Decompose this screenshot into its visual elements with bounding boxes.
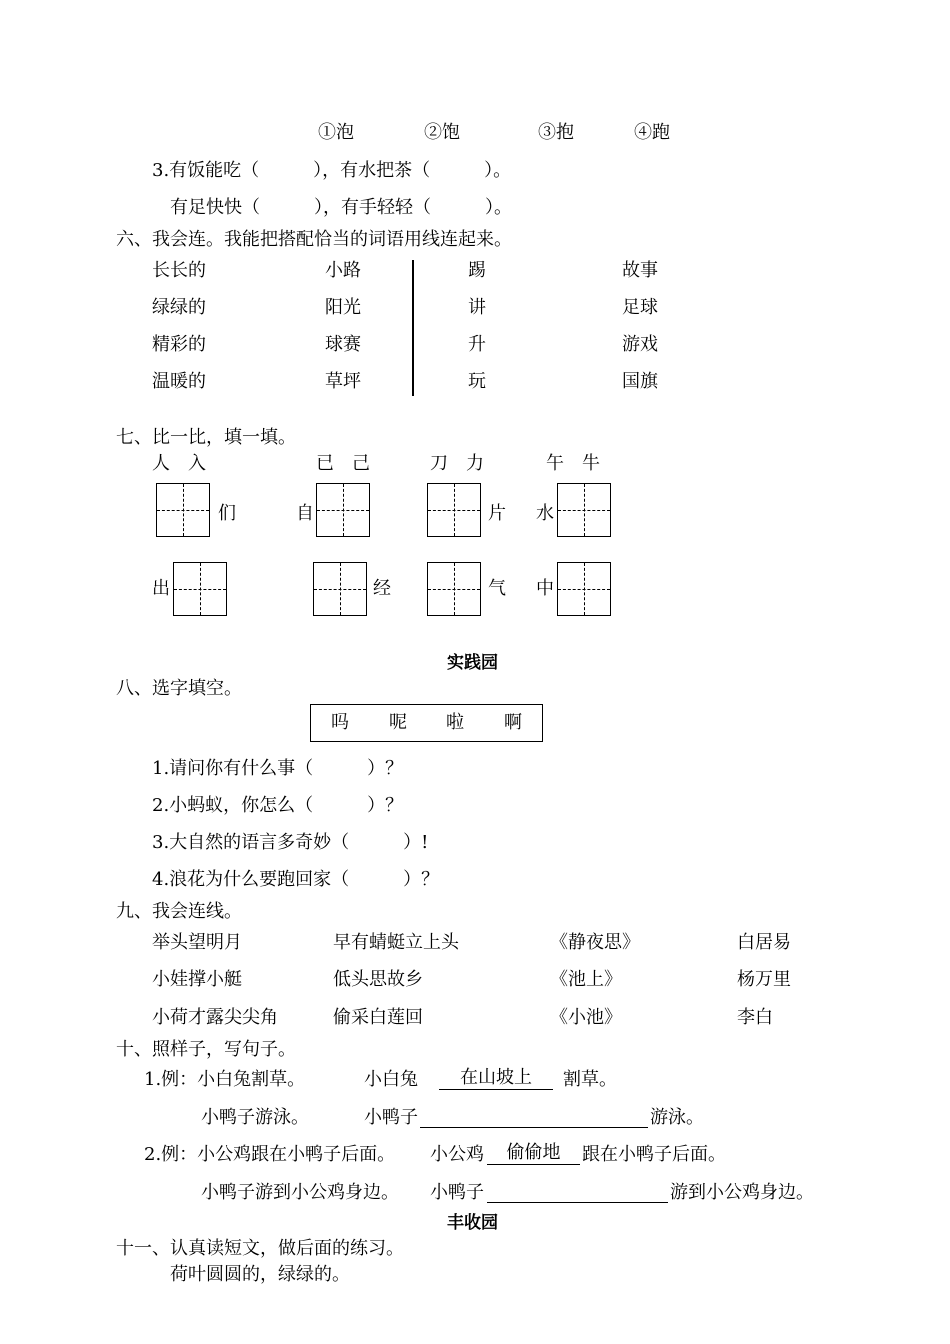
s6-col3-item: 讲 <box>468 297 486 318</box>
poem-title: 《小池》 <box>550 1007 622 1028</box>
fill-question: 2.小蚂蚁，你怎么（ ）？ <box>152 795 404 816</box>
fill-question: 1.请问你有什么事（ ）？ <box>152 758 404 779</box>
harvest-section-title: 丰收园 <box>447 1213 498 1233</box>
s6-col1-item: 长长的 <box>152 260 206 281</box>
box-prefix-char: 中 <box>536 578 554 599</box>
section-11-heading: 十一、认真读短文，做后面的练习。 <box>116 1238 404 1259</box>
box-suffix-char: 片 <box>488 503 506 524</box>
exercise-1-end: 游泳。 <box>650 1107 704 1128</box>
section-8-heading: 八、选字填空。 <box>116 678 242 699</box>
example-1-subject: 小白兔 <box>364 1069 418 1090</box>
poem-title: 《静夜思》 <box>550 932 640 953</box>
box-prefix-char: 自 <box>296 503 314 524</box>
char-pair: 人 入 <box>152 453 206 474</box>
practice-section-title: 实践园 <box>447 653 498 673</box>
tianzi-box[interactable] <box>173 562 227 616</box>
exercise-2-subject: 小鸭子 <box>430 1182 484 1203</box>
box-prefix-char: 出 <box>152 578 170 599</box>
s6-col3-item: 踢 <box>468 260 486 281</box>
s6-col4-item: 国旗 <box>622 371 658 392</box>
s6-col2-item: 小路 <box>325 260 361 281</box>
poem-line: 小荷才露尖尖角 <box>152 1007 278 1028</box>
s6-col4-item: 游戏 <box>622 334 658 355</box>
example-2-fill: 偷偷地 <box>487 1142 580 1165</box>
option-4: ④跑 <box>634 122 670 143</box>
section-6-heading: 六、我会连。我能把搭配恰当的词语用线连起来。 <box>116 229 512 250</box>
s6-col3-item: 升 <box>468 334 486 355</box>
question-3b: 有足快快（ ），有手轻轻（ ）。 <box>170 197 512 218</box>
poet-name: 杨万里 <box>737 969 791 990</box>
exercise-2-label: 小鸭子游到小公鸡身边。 <box>201 1182 399 1203</box>
word-choice: 呢 <box>389 712 407 733</box>
box-suffix-char: 经 <box>373 578 391 599</box>
s6-col2-item: 球赛 <box>325 334 361 355</box>
char-pair: 午 牛 <box>546 453 600 474</box>
section-10-heading: 十、照样子，写句子。 <box>116 1039 296 1060</box>
s6-col2-item: 草坪 <box>325 371 361 392</box>
option-3: ③抱 <box>538 122 574 143</box>
box-prefix-char: 水 <box>536 503 554 524</box>
tianzi-box[interactable] <box>557 483 611 537</box>
section-9-heading: 九、我会连线。 <box>116 901 242 922</box>
poem-line: 小娃撑小艇 <box>152 969 242 990</box>
exercise-1-blank[interactable] <box>420 1105 648 1128</box>
box-suffix-char: 们 <box>218 503 236 524</box>
exercise-1-label: 小鸭子游泳。 <box>201 1107 309 1128</box>
s6-col1-item: 绿绿的 <box>152 297 206 318</box>
exercise-1-subject: 小鸭子 <box>364 1107 418 1128</box>
tianzi-box[interactable] <box>156 483 210 537</box>
poem-line: 低头思故乡 <box>333 969 423 990</box>
poem-line: 偷采白莲回 <box>333 1007 423 1028</box>
exercise-2-blank[interactable] <box>487 1180 668 1203</box>
char-pair: 已 己 <box>316 453 370 474</box>
example-1-label: 1.例：小白兔割草。 <box>144 1069 306 1090</box>
tianzi-box[interactable] <box>557 562 611 616</box>
column-divider <box>412 260 414 396</box>
char-pair: 刀 力 <box>430 453 484 474</box>
poem-line: 举头望明月 <box>152 932 242 953</box>
example-2-end: 跟在小鸭子后面。 <box>582 1144 726 1165</box>
fill-question: 4.浪花为什么要跑回家（ ）？ <box>152 869 440 890</box>
box-suffix-char: 气 <box>488 578 506 599</box>
section-7-heading: 七、比一比，填一填。 <box>116 427 296 448</box>
tianzi-box[interactable] <box>427 562 481 616</box>
s6-col3-item: 玩 <box>468 371 486 392</box>
poet-name: 白居易 <box>737 932 791 953</box>
s6-col1-item: 温暖的 <box>152 371 206 392</box>
poem-title: 《池上》 <box>550 969 622 990</box>
s6-col4-item: 故事 <box>622 260 658 281</box>
example-1-fill: 在山坡上 <box>439 1067 553 1090</box>
option-1: ①泡 <box>318 122 354 143</box>
s6-col4-item: 足球 <box>622 297 658 318</box>
s6-col1-item: 精彩的 <box>152 334 206 355</box>
question-3a: 3.有饭能吃（ ），有水把茶（ ）。 <box>152 160 512 181</box>
example-1-end: 割草。 <box>563 1069 617 1090</box>
option-2: ②饱 <box>424 122 460 143</box>
exercise-2-end: 游到小公鸡身边。 <box>670 1182 814 1203</box>
passage-line: 荷叶圆圆的，绿绿的。 <box>170 1264 350 1285</box>
tianzi-box[interactable] <box>316 483 370 537</box>
word-choice: 啊 <box>504 712 522 733</box>
tianzi-box[interactable] <box>427 483 481 537</box>
example-2-label: 2.例：小公鸡跟在小鸭子后面。 <box>144 1144 396 1165</box>
fill-question: 3.大自然的语言多奇妙（ ）! <box>152 832 429 853</box>
s6-col2-item: 阳光 <box>325 297 361 318</box>
poem-line: 早有蜻蜓立上头 <box>333 932 459 953</box>
word-choice: 啦 <box>446 712 464 733</box>
poet-name: 李白 <box>737 1007 773 1028</box>
example-2-subject: 小公鸡 <box>430 1144 484 1165</box>
word-choice: 吗 <box>331 712 349 733</box>
tianzi-box[interactable] <box>313 562 367 616</box>
